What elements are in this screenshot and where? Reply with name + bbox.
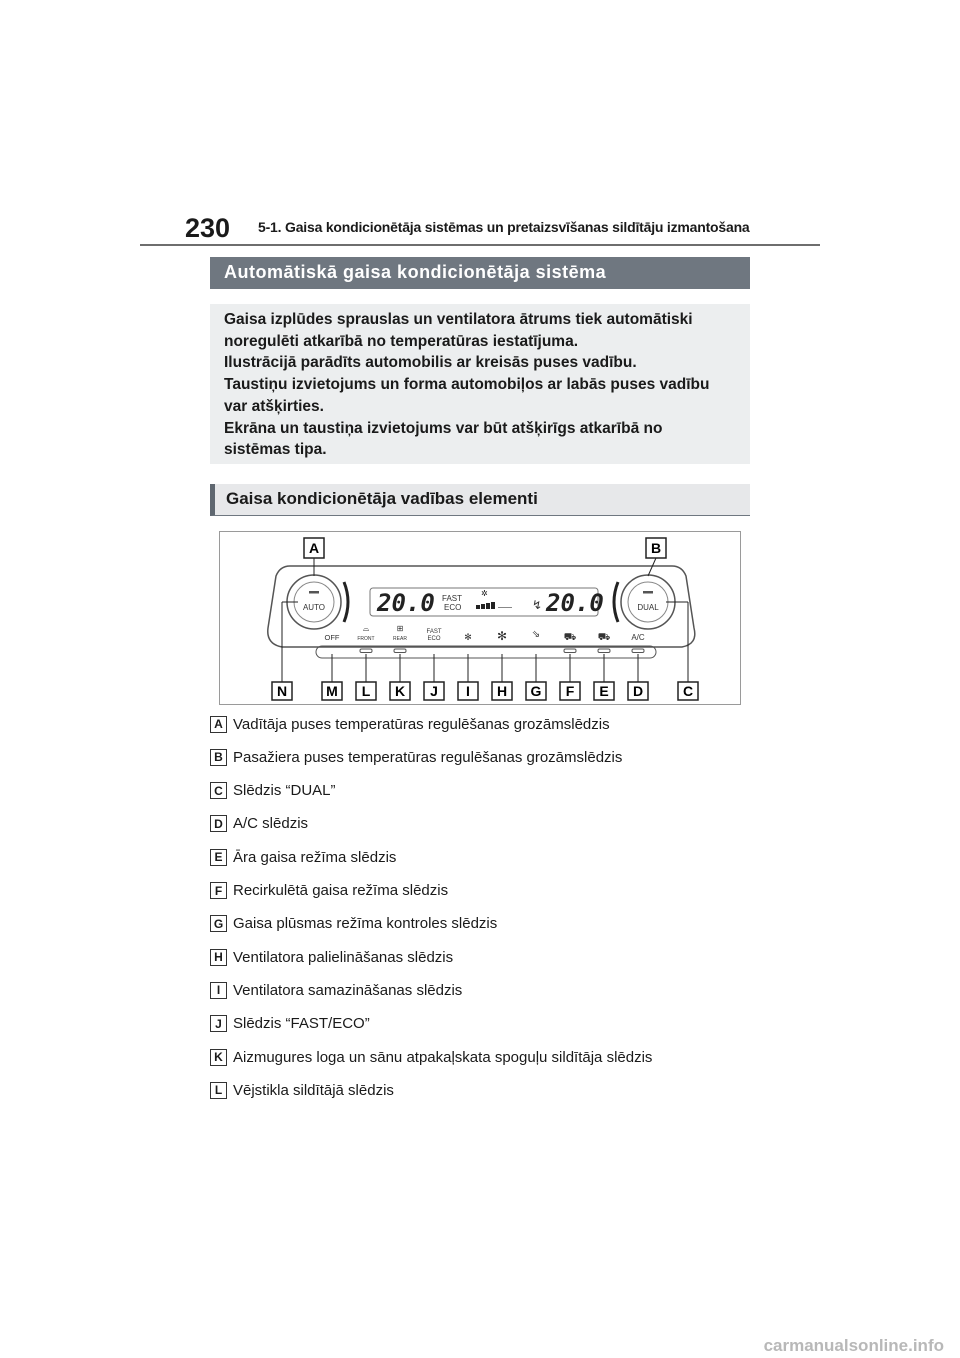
display-mode-eco: ECO (444, 603, 462, 612)
legend-text: Ventilatora palielināšanas slēdzis (233, 948, 454, 966)
intro-line: Taustiņu izvietojums un forma automobiļos ar labās puses vadību (224, 376, 710, 394)
rear-button-label: REAR (393, 636, 407, 642)
legend-badge: H (210, 949, 227, 966)
legend-text: Aizmugures loga un sānu atpakaļskata spoguļu sildītāja slēdzis (233, 1048, 653, 1066)
callout-label: J (430, 683, 438, 699)
callout-label: M (326, 683, 338, 699)
page-number: 230 (185, 213, 231, 243)
control-panel-figure (219, 531, 741, 705)
intro-box (210, 304, 750, 464)
legend-badge: B (210, 749, 227, 766)
svg-text:✲: ✲ (481, 589, 488, 598)
running-header: 5-1. Gaisa kondicionētāja sistēmas un pretaizsvīšanas sildītāju izmantošana (258, 219, 750, 235)
front-button-label: FRONT (357, 636, 375, 642)
auto-button-label: AUTO (302, 603, 326, 612)
callout-label: N (276, 683, 288, 699)
fan-up-icon: ✻ (496, 629, 508, 643)
display-right-temperature: 20.0 (546, 589, 604, 617)
intro-line: sistēmas tipa. (224, 441, 327, 459)
fan-down-icon: ✻ (464, 633, 472, 643)
display-mode-fast: FAST (442, 594, 463, 603)
legend-text: Vadītāja puses temperatūras regulēšanas grozāmslēdzis (233, 715, 610, 733)
airflow-mode-button-icon: ⇘ (531, 629, 541, 640)
legend-badge: K (210, 1049, 227, 1066)
fast-button-label: FAST (426, 629, 442, 635)
legend-item (210, 946, 453, 968)
legend-text: A/C slēdzis (233, 815, 309, 833)
legend-item (210, 880, 448, 902)
rear-defrost-icon: ⊞ (396, 624, 404, 633)
legend-item (210, 1013, 370, 1035)
legend-badge: J (210, 1015, 227, 1032)
intro-line: Ilustrācijā parādīts automobilis ar kreisās puses vadību. (224, 354, 637, 372)
eco-button-label: ECO (427, 636, 441, 642)
button-leds (360, 649, 644, 653)
legend-badge: L (210, 1082, 227, 1099)
legend-item (210, 1079, 394, 1101)
legend-text: Recirkulētā gaisa režīma slēdzis (233, 882, 449, 899)
legend-text: Slēdzis “FAST/ECO” (233, 1015, 370, 1033)
off-button-label: OFF (324, 633, 340, 642)
watermark: carmanualsonline.info (763, 1336, 944, 1355)
bottom-callouts (272, 682, 698, 700)
legend-item (210, 780, 336, 802)
callout-label: G (530, 683, 542, 699)
callout-label: I (466, 683, 470, 699)
callout-label: H (496, 683, 508, 699)
intro-line: Gaisa izplūdes sprauslas un ventilatora ātrums tiek automātiski (224, 311, 693, 328)
header-rule (140, 244, 820, 246)
callout-label: C (682, 683, 694, 699)
legend-text: Pasažiera puses temperatūras regulēšanas grozāmslēdzis (233, 748, 623, 766)
legend-badge: E (210, 849, 227, 866)
callout-label: L (361, 683, 371, 699)
outside-air-icon: ⛟ (597, 632, 611, 643)
intro-line: noregulēti atkarībā no temperatūras iestatījuma. (224, 332, 579, 350)
intro-line: var atšķirties. (224, 397, 324, 415)
callout-label: K (394, 683, 406, 699)
legend-badge: I (210, 982, 227, 999)
intro-line: Ekrāna un taustiņa izvietojums var būt atšķirīgs atkarībā no (224, 419, 663, 437)
top-callouts (304, 538, 666, 558)
airflow-mode-icon: ↯ (532, 598, 543, 612)
legend-text: Āra gaisa režīma slēdzis (233, 848, 397, 866)
legend-text: Slēdzis “DUAL” (233, 782, 336, 800)
legend-item (210, 913, 497, 935)
callout-label: D (632, 683, 644, 699)
dual-button-label: DUAL (637, 603, 659, 612)
legend-badge: C (210, 782, 227, 799)
legend-text: Vējstikla sildītājā slēdzis (233, 1081, 394, 1099)
legend-item (210, 713, 610, 735)
legend-badge: A (210, 716, 227, 733)
legend-item (210, 846, 396, 868)
legend-item (210, 746, 622, 768)
legend-item (210, 1046, 652, 1068)
section-title: Automātiskā gaisa kondicionētāja sistēma (210, 257, 750, 289)
legend-item (210, 813, 308, 835)
legend-item (210, 979, 462, 1001)
legend-text: Gaisa plūsmas režīma kontroles slēdzis (233, 915, 498, 933)
ac-button-label: A/C (631, 633, 645, 642)
recirculation-icon: ⛟ (563, 632, 577, 643)
legend-badge: F (210, 882, 227, 899)
callout-label: F (565, 683, 575, 699)
legend-badge: D (210, 815, 227, 832)
callout-label: A (308, 540, 320, 556)
callout-label: B (650, 540, 662, 556)
front-defrost-icon: ⌓ (362, 624, 370, 633)
legend-badge: G (210, 915, 227, 932)
subsection-title: Gaisa kondicionētāja vadības elementi (210, 484, 750, 516)
display-left-temperature: 20.0 (377, 589, 435, 617)
callout-label: E (599, 683, 609, 699)
legend-text: Ventilatora samazināšanas slēdzis (233, 981, 463, 999)
